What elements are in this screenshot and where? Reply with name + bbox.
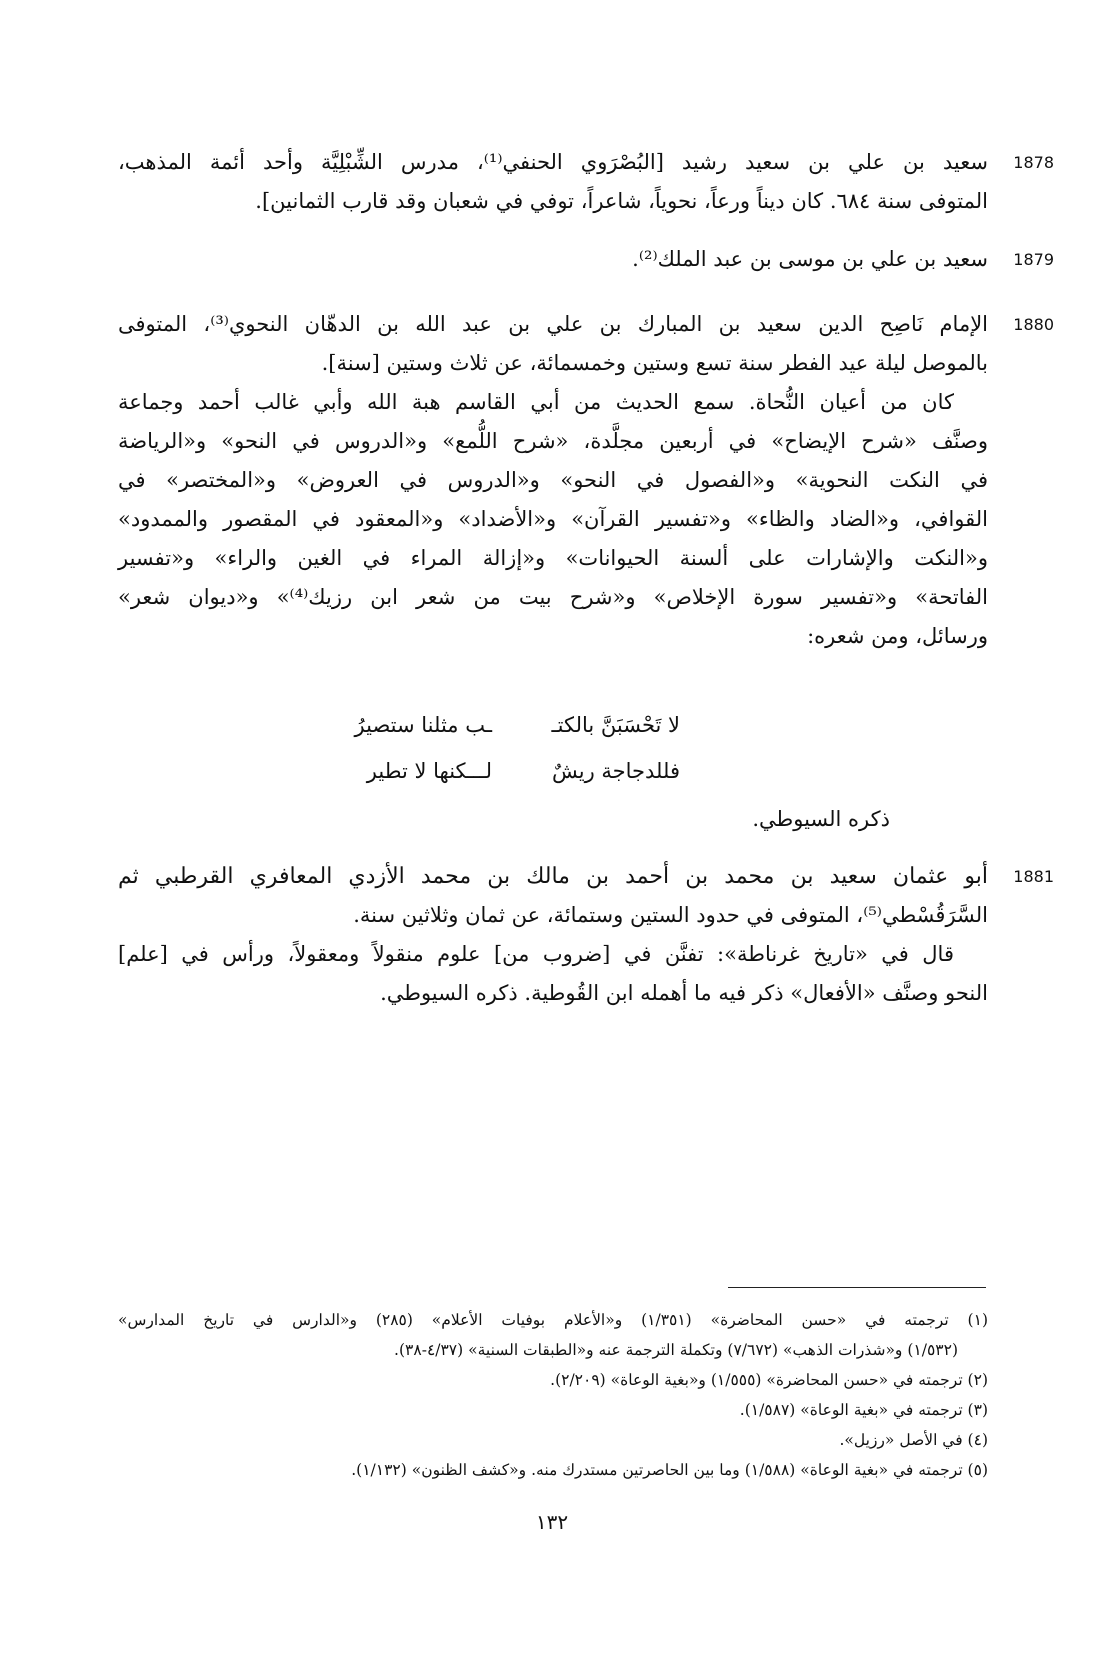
- entry-line: المتوفى سنة ٦٨٤. كان ديناً ورعاً، نحوياً، شاعراً، توفي في شعبان وقد قارب الثمانين].: [255, 189, 988, 213]
- entry-line: النحو وصنَّف «الأفعال» ذكر فيه ما أهمله ابن القُوطية. ذكره السيوطي.: [380, 981, 988, 1005]
- entry-line: و«النكت والإشارات على ألسنة الحيوانات» و«إزالة المراء في الغين والراء» و«تفسير: [118, 546, 988, 570]
- entry-line: في النكت النحوية» و«الفصول في النحو» و«الدروس في العروض» و«المختصر» في: [118, 468, 988, 492]
- poem-attribution: ذكره السيوطي.: [752, 807, 890, 831]
- entry-number: 1878: [1013, 153, 1054, 172]
- footnote-line: (٣) ترجمته في «بغية الوعاة» (١/٥٨٧).: [739, 1401, 988, 1419]
- entry-line: وصنَّف «شرح الإيضاح» في أربعين مجلَّدة، «شرح اللُّمع» و«الدروس في النحو» و«الرياضة: [118, 429, 988, 453]
- entry-line: كان من أعيان النُّحاة. سمع الحديث من أبي القاسم هبة الله وأبي غالب أحمد وجماعة: [118, 390, 954, 414]
- footnotes: [118, 1305, 988, 1485]
- poem-verse2-left: لـــكنها لا تطير: [366, 759, 492, 783]
- entry-line: الفاتحة» و«تفسير سورة الإخلاص» و«شرح بيت من شعر ابن رزيك⁽⁴⁾» و«ديوان شعر»: [118, 585, 989, 609]
- entry-1881: [118, 857, 1054, 1013]
- page-number: ١٣٢: [535, 1510, 569, 1534]
- entry-number: 1879: [1013, 250, 1054, 269]
- entry-line: ورسائل، ومن شعره:: [807, 624, 988, 648]
- entry-line: سعيد بن علي بن سعيد رشيد [البُصْرَوي الحنفي⁽¹⁾، مدرس الشِّبْلِيَّة وأحد أئمة المذهب،: [118, 150, 988, 174]
- entry-line: السَّرَقُسْطي⁽⁵⁾، المتوفى في حدود الستين وستمائة، عن ثمان وثلاثين سنة.: [353, 903, 988, 927]
- footnote-separator: [728, 1287, 986, 1288]
- entry-line: قال في «تاريخ غرناطة»: تفنَّن في [ضروب من] علوم منقولاً ومعقولاً، ورأس في [علم]: [118, 942, 954, 966]
- poem-verse1-left: ـب مثلنا ستصيرُ: [354, 713, 492, 737]
- poem-verse1-right: لا تَحْسَبَنَّ بالكتـ: [551, 713, 680, 737]
- entry-number: 1881: [1013, 867, 1054, 886]
- footnote-line: (٢) ترجمته في «حسن المحاضرة» (١/٥٥٥) و«بغية الوعاة» (٢/٢٠٩).: [550, 1371, 988, 1389]
- footnote-line: (١/٥٣٢) و«شذرات الذهب» (٧/٦٧٢) وتكملة الترجمة عنه و«الطبقات السنية» (٤/٣٧-٣٨).: [394, 1341, 958, 1359]
- footnote-line: (٥) ترجمته في «بغية الوعاة» (١/٥٨٨) وما بين الحاصرتين مستدرك منه. و«كشف الظنون» (١/١٣٢).: [351, 1461, 988, 1479]
- entry-line: القوافي، و«الضاد والظاء» و«تفسير القرآن» و«الأضداد» و«المعقود في المقصور والممدود»: [118, 507, 988, 531]
- entry-number: 1880: [1013, 315, 1054, 334]
- entry-1879: [118, 240, 1054, 279]
- footnote-line: (٤) في الأصل «رزيل».: [839, 1431, 988, 1449]
- entry-1878: [118, 143, 1054, 221]
- footnote-line: (١) ترجمته في «حسن المحاضرة» (١/٣٥١) و«الأعلام بوفيات الأعلام» (٢٨٥) و«الدارس في تاريخ المدارس»: [118, 1311, 988, 1329]
- entry-line: بالموصل ليلة عيد الفطر سنة تسع وستين وخمسمائة، عن ثلاث وستين [سنة].: [321, 351, 988, 375]
- entry-line: أبو عثمان سعيد بن محمد بن أحمد بن مالك بن محمد الأزدي المعافري القرطبي ثم: [118, 864, 988, 889]
- poem-verse2-right: فللدجاجة ريشٌ: [551, 759, 680, 783]
- entry-line: سعيد بن علي بن موسى بن عبد الملك⁽²⁾.: [632, 247, 988, 271]
- entry-1880: [118, 305, 1054, 656]
- entry-line: الإمام نَاصِح الدين سعيد بن المبارك بن علي بن عبد الله بن الدهّان النحوي⁽³⁾، المتوفى: [118, 312, 988, 336]
